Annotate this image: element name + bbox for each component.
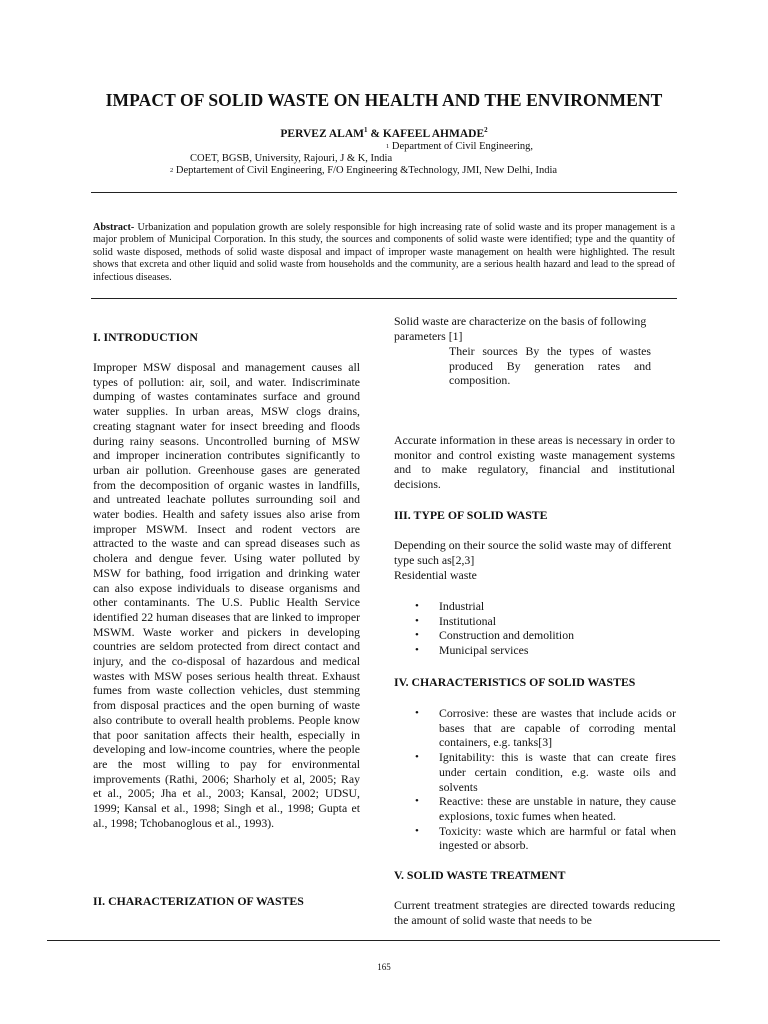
- abstract-text: Urbanization and population growth are solely responsible for high increasing rate of solid waste and its proper management is a major problem of Municipal Corporation. In this study, the sources and components of solid waste were identified; type and the quantity of solid waste disposed, methods of solid waste disposal and impact of improper waste management on health were highlighted. The result shows that excreta and other liquid and solid waste from households and the community, are a serious health hazard and lead to the spread of infectious diseases.: [93, 222, 675, 283]
- list-item-text: Municipal services: [439, 643, 529, 658]
- bullet-icon: •: [415, 600, 419, 612]
- bullet-icon: •: [415, 707, 419, 719]
- list-item: [394, 599, 676, 614]
- affiliation-2-text: Deptartement of Civil Engineering, F/O Engineering &Technology, JMI, New Delhi, India: [175, 165, 558, 176]
- author-2-sup: 2: [484, 126, 488, 134]
- bullet-icon: •: [415, 751, 419, 764]
- list-item-text: Construction and demolition: [439, 628, 574, 643]
- author-separator: &: [367, 127, 383, 140]
- affiliation-1-line1: [386, 141, 533, 153]
- abstract-label: Abstract-: [93, 222, 135, 233]
- list-item-text: Reactive: these are unstable in nature, they cause explosions, toxic fumes when heated.: [439, 794, 676, 823]
- bullet-icon: •: [415, 644, 419, 657]
- affiliation-1-index: 1: [386, 143, 390, 150]
- list-item-text: Ignitability: this is waste that can create fires under certain condition, e.g. waste oils and solvents: [439, 750, 676, 794]
- treatment-body: Current treatment strategies are directed towards reducing the amount of solid waste that needs to be: [394, 898, 675, 927]
- list-item: [394, 706, 676, 750]
- list-item-text: Industrial: [439, 599, 485, 613]
- type-list: [394, 599, 676, 658]
- affiliation-2: [170, 165, 557, 177]
- bullet-icon: •: [415, 795, 419, 808]
- type-intro: Depending on their source the solid waste may of different type such as[2,3]: [394, 538, 672, 567]
- bullet-icon: •: [415, 824, 419, 837]
- list-item-text: Institutional: [439, 613, 497, 628]
- affiliation-1-line2: COET, BGSB, University, Rajouri, J & K, India: [190, 153, 393, 164]
- footer-divider: [47, 940, 720, 941]
- header-divider: [91, 192, 677, 193]
- author-1-sup: 1: [364, 126, 368, 134]
- type-residential: Residential waste: [394, 568, 477, 582]
- author-line: [40, 126, 728, 140]
- section-characteristics-heading: IV. CHARACTERISTICS OF SOLID WASTES: [394, 675, 636, 689]
- author-1: PERVEZ ALAM: [280, 127, 364, 140]
- section-type-heading: III. TYPE OF SOLID WASTE: [394, 508, 548, 522]
- list-item: [394, 794, 676, 823]
- list-item: [394, 614, 676, 629]
- characteristics-list: [394, 706, 676, 853]
- bullet-icon: •: [415, 614, 419, 627]
- list-item: [394, 750, 676, 794]
- characterization-accuracy-paragraph: Accurate information in these areas is necessary in order to monitor and control existing waste management systems and to make regulatory, financial and institutional decisions.: [394, 433, 675, 492]
- list-item: [394, 628, 676, 643]
- section-characterization-heading: II. CHARACTERIZATION OF WASTES: [93, 894, 304, 908]
- list-item-text: Toxicity: waste which are harmful or fatal when ingested or absorb.: [439, 823, 676, 853]
- section-introduction-heading: I. INTRODUCTION: [93, 330, 198, 344]
- affiliation-2-index: 2: [170, 167, 174, 174]
- characterization-intro: Solid waste are characterize on the basis of following parameters [1]: [394, 314, 647, 343]
- introduction-body: Improper MSW disposal and management causes all types of pollution: air, soil, and water. Indiscriminate dumping of wastes contaminates surface and ground water supplies. In urban areas, MSW clogs drains, creating stagnant water for insect breeding and floods during rainy seasons. Uncontrolled burning of MSW and improper incineration contributes significantly to urban air pollution. Greenhouse gases are generated from the decomposition of organic wastes in landfills, and untreated leachate pollutes surrounding soil and water bodies. Health and safety issues also arise from improper MSWM. Insect and rodent vectors are attracted to the waste and can spread diseases such as cholera and dengue fever. Using water polluted by MSW for bathing, food irrigation and drinking water can also expose individuals to disease organisms and other contaminants. The U.S. Public Health Service identified 22 human diseases that are linked to improper MSWM. Waste worker and pickers in developing countries are seldom protected from direct contact and injury, and the co-disposal of hazardous and medical wastes with MSW poses serious health threat. Exhaust fumes from waste collection vehicles, dust stemming from disposal practices and the open burning of waste also contribute to overall health problems. People know that poor sanitation affects their health, especially in developing and low-income countries, where the people are the most willing to pay for environmental improvements (Rathi, 2006; Sharholy et al, 2005; Ray et al., 2005; Jha et al., 2003; Kansal, 2002; UDSU, 1999; Kansal et al., 1998; Singh et al., 1998; Gupta et al., 1998; Tchobanoglous et al., 1993).: [93, 360, 360, 830]
- author-2: KAFEEL AHMADE: [382, 127, 485, 140]
- paper-title: IMPACT OF SOLID WASTE ON HEALTH AND THE ENVIRONMENT: [105, 90, 663, 110]
- page-number: 165: [377, 962, 391, 972]
- bullet-icon: •: [415, 629, 419, 642]
- list-item: [394, 643, 676, 658]
- list-item-text: Corrosive: these are wastes that include acids or bases that are capable of corroding mental containers, e.g. tanks[3]: [439, 706, 676, 750]
- section-treatment-heading: V. SOLID WASTE TREATMENT: [394, 868, 566, 882]
- characterization-parameters: Their sources By the types of wastes produced By generation rates and composition.: [449, 344, 651, 388]
- list-item: [394, 824, 676, 853]
- abstract-divider: [91, 298, 677, 299]
- abstract: [93, 222, 675, 284]
- affiliation-1-text: Department of Civil Engineering,: [391, 141, 534, 152]
